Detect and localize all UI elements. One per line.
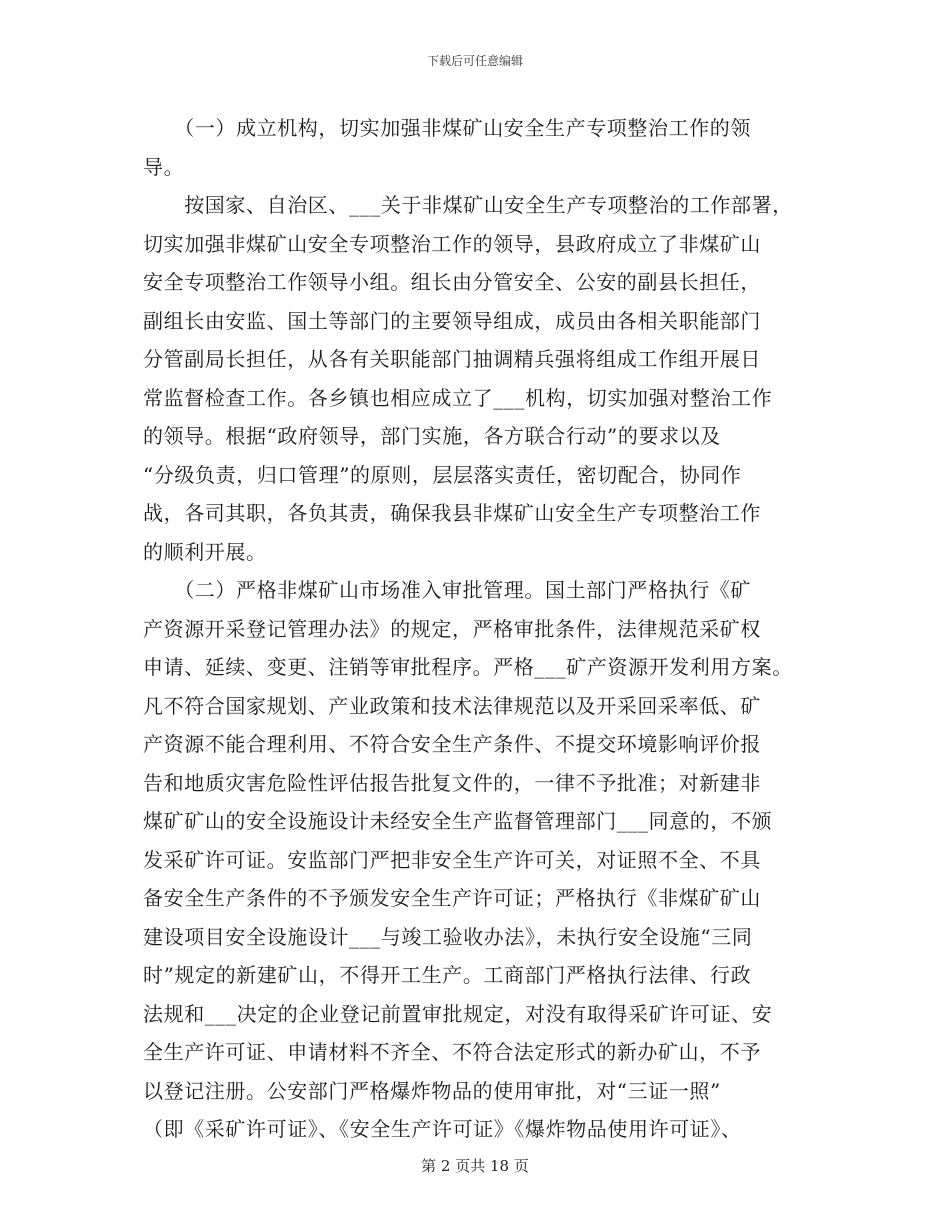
text-line: 凡不符合国家规划、产业政策和技术法律规范以及开采回采率低、矿 [143,693,761,718]
text-line: 全生产许可证、申请材料不齐全、不符合法定形式的新办矿山，不予 [143,1040,761,1064]
text-line: （即《采矿许可证》、《安全生产许可证》《爆炸物品使用许可证》、 [143,1117,742,1141]
text-line: 时”规定的新建矿山，不得开工生产。工商部门严格执行法律、行政 [143,963,752,987]
text-line: 申请、延续、变更、注销等审批程序。严格___矿产资源开发利用方案。 [143,655,793,679]
text-line: 发采矿许可证。安监部门严把非安全生产许可关，对证照不全、不具 [143,847,761,872]
text-line: 以登记注册。公安部门严格爆炸物品的使用审批，对“三证一照” [143,1078,721,1103]
text-line: 产资源开采登记管理办法》的规定，严格审批条件，法律规范采矿权 [143,616,761,641]
text-line: 产资源不能合理利用、不符合安全生产条件、不提交环境影响评价报 [143,732,761,756]
text-line: 告和地质灾害危险性评估报告批复文件的，一律不予批准；对新建非 [143,770,761,795]
text-line: 备安全生产条件的不予颁发安全生产许可证；严格执行《非煤矿矿山 [143,886,761,910]
text-line: 按国家、自治区、___关于非煤矿山安全生产专项整治的工作部署， [143,193,793,217]
text-line: 切实加强非煤矿山安全专项整治工作的领导，县政府成立了非煤矿山 [143,231,761,256]
text-line: 的顺利开展。 [143,539,267,564]
text-line: （一）成立机构，切实加强非煤矿山安全生产专项整治工作的领 [143,116,751,140]
text-line: 战，各司其职，各负其责，确保我县非煤矿山安全生产专项整治工作 [143,501,761,525]
text-line: 安全专项整治工作领导小组。组长由分管安全、公安的副县长担任， [143,270,761,294]
text-line: 常监督检查工作。各乡镇也相应成立了___机构，切实加强对整治工作 [143,385,773,410]
page-footer: 第 2 页共 18 页 [421,1157,529,1175]
text-line: 法规和___决定的企业登记前置审批规定，对没有取得采矿许可证、安 [143,1001,773,1026]
text-line: “分级负责，归口管理”的原则，层层落实责任，密切配合，协同作 [143,462,742,487]
text-line: 导。 [143,154,185,179]
text-line: 建设项目安全设施设计___与竣工验收办法》，未执行安全设施“三同 [143,924,753,949]
document-body [143,109,823,1149]
text-line: 的领导。根据“政府领导，部门实施，各方联合行动”的要求以及 [143,424,721,448]
text-line: 副组长由安监、国土等部门的主要领导组成，成员由各相关职能部门 [143,308,761,333]
text-line: 煤矿矿山的安全设施设计未经安全生产监督管理部门___同意的，不颁 [143,809,773,833]
page-header: 下载后可任意编辑 [426,54,523,68]
text-line: 分管副局长担任，从各有关职能部门抽调精兵强将组成工作组开展日 [143,347,761,371]
text-line: （二）严格非煤矿山市场准入审批管理。国土部门严格执行《矿 [143,578,751,602]
